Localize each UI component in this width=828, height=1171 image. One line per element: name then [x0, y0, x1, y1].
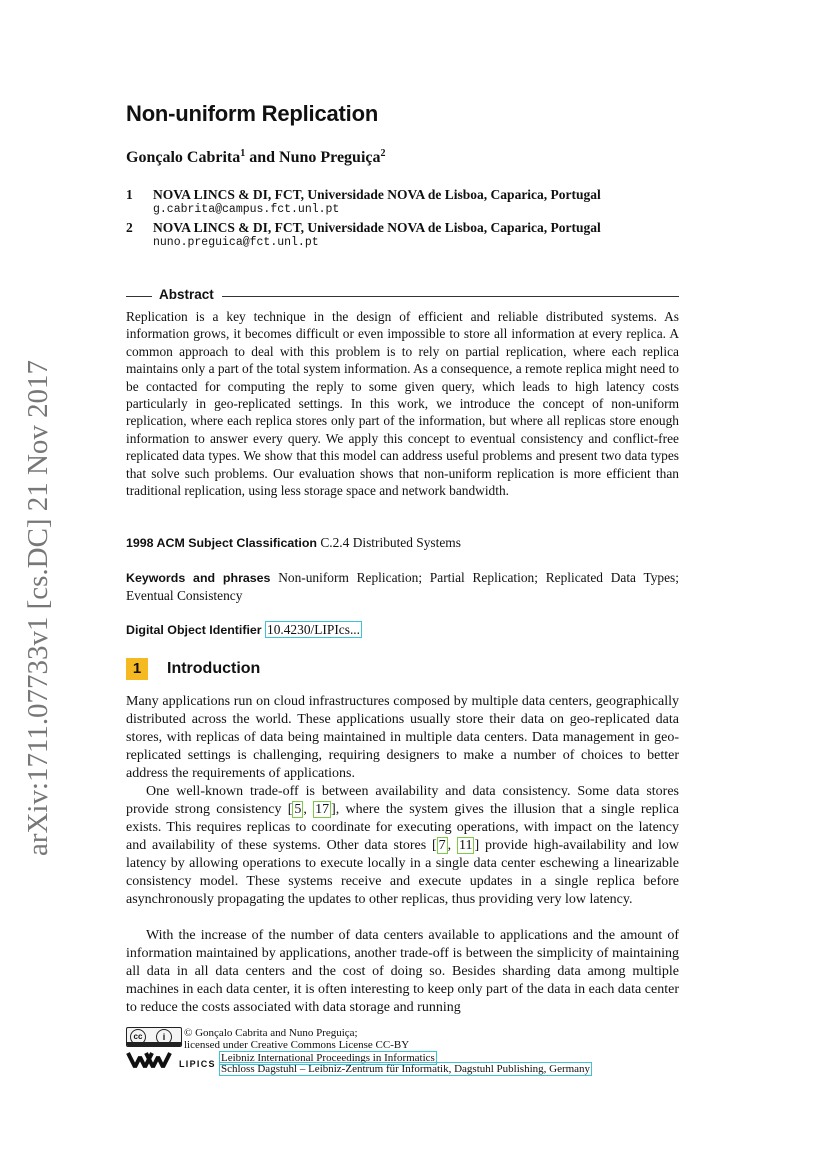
author-mark: 1 [240, 148, 246, 159]
author-name: Gonçalo Cabrita [126, 149, 241, 166]
affiliation-email: g.cabrita@campus.fct.unl.pt [153, 203, 340, 216]
by-icon: i [156, 1029, 172, 1045]
section-title: Introduction [167, 660, 261, 677]
page-footer [126, 1025, 679, 1075]
abstract-rule-left [126, 296, 152, 297]
arxiv-stamp-svg [18, 356, 56, 856]
intro-paragraph-1: Many applications run on cloud infrastructures composed by multiple data centers, geographically distributed across the world. These applications usually store their data on geo-replicated data stores, with replicas of data being maintained in multiple data centers. Data management in geo-replicated settings is challenging, requiring designers to make a number of choices to better address the requirements of applications. [126, 694, 679, 781]
affiliation-org: NOVA LINCS & DI, FCT, Universidade NOVA de Lisboa, Caparica, Portugal [153, 220, 601, 235]
section-number: 1 [126, 658, 148, 680]
keywords-value: Non-uniform Replication; Partial Replication; Replicated Data Types; Eventual Consistency [126, 570, 679, 604]
lipics-wordmark: LIPICS [179, 1059, 216, 1069]
paper-title: Non-uniform Replication [126, 101, 379, 126]
affiliation-org: NOVA LINCS & DI, FCT, Universidade NOVA de Lisboa, Caparica, Portugal [153, 187, 601, 202]
author-join: and [249, 149, 276, 166]
acm-label: 1998 ACM Subject Classification [126, 536, 317, 550]
para-text: , [447, 838, 457, 853]
abstract-rule-right [222, 296, 679, 297]
footer-license: licensed under Creative Commons License CC-BY [184, 1039, 410, 1051]
citation-link[interactable]: 5 [294, 802, 302, 817]
keywords-label: Keywords and phrases [126, 571, 271, 585]
doi-label: Digital Object Identifier [126, 623, 262, 637]
acm-value: C.2.4 Distributed Systems [320, 535, 461, 550]
para-text: ], where the system gives the illusion that a single replica exists. This requires replicas to coordinate for executing operations, with impact on the latency and availability of these systems. Other data stores [ [126, 802, 680, 853]
section-heading [126, 658, 679, 680]
para-text: , [303, 802, 314, 817]
arxiv-stamp-text: arXiv:1711.07733v1 [cs.DC] 21 Nov 2017 [22, 359, 54, 856]
citation-link[interactable]: 11 [459, 838, 473, 853]
affiliation-email: nuno.preguica@fct.unl.pt [153, 236, 319, 249]
affiliation-number: 1 [126, 187, 133, 202]
cc-icon: cc [130, 1029, 146, 1045]
affiliation-number: 2 [126, 220, 133, 235]
citation-link[interactable]: 7 [438, 838, 446, 853]
doi [126, 621, 679, 639]
intro-paragraph-2 [126, 783, 679, 909]
footer-publisher-link[interactable]: Schloss Dagstuhl – Leibniz-Zentrum für Informatik, Dagstuhl Publishing, Germany [221, 1063, 591, 1075]
abstract-label: Abstract [159, 287, 214, 302]
citation-link[interactable]: 17 [315, 802, 330, 817]
intro-paragraph-3: With the increase of the number of data centers available to applications and the amount of information maintained by applications, another trade-off is between the simplicity of maintaining all data in all data centers and the cost of doing so. Besides sharding data among multiple machines in each data center, it is often interesting to keep only part of the data in each data center to reduce the costs associated with data storage and running [126, 928, 679, 1015]
footer-copyright: © Gonçalo Cabrita and Nuno Preguiça; [184, 1027, 358, 1039]
doi-link[interactable]: 10.4230/LIPIcs... [267, 622, 360, 637]
para-text: One well-known trade-off is between availability and data consistency. Some data stores provide strong consistency [ [126, 784, 679, 817]
abstract-text: Replication is a key technique in the design of efficient and reliable distributed systems. As information grows, it becomes difficult or even impossible to store all information at every replica. A common approach to deal with this problem is to rely on partial replication, where each replica maintains only a part of the total system information. As a consequence, a remote replica might need to be contacted for computing the reply to some given query, which leads to high latency costs particularly in geo-replicated settings. In this work, we introduce the concept of non-uniform replication, where each replica stores only part of the information, but where all replicas store enough information to answer every query. We apply this concept to eventual consistency and conflict-free replicated data types. We show that this model can address useful problems and present two data types that solve such problems. Our evaluation shows that non-uniform replication is more efficient than traditional replication, using less storage space and network bandwidth. [126, 309, 679, 499]
arxiv-side-stamp [18, 356, 56, 856]
para-text: ] provide high-availability and low latency by allowing operations to execute locally in a single data center eschewing a linearizable consistency model. These systems receive and execute updates in a single replica before asynchronously propagating the updates to other replicas, thus providing very low latency. [126, 838, 679, 907]
author-line [126, 148, 386, 167]
abstract-heading [126, 287, 679, 305]
footer-series-link[interactable]: Leibniz International Proceedings in Informatics [221, 1052, 435, 1064]
badge-strip [127, 1042, 181, 1046]
author-mark: 2 [380, 148, 386, 159]
cc-by-badge[interactable] [126, 1027, 182, 1047]
acm-classification [126, 534, 679, 552]
keywords [126, 569, 679, 605]
author-name: Nuno Preguiça [279, 149, 381, 166]
